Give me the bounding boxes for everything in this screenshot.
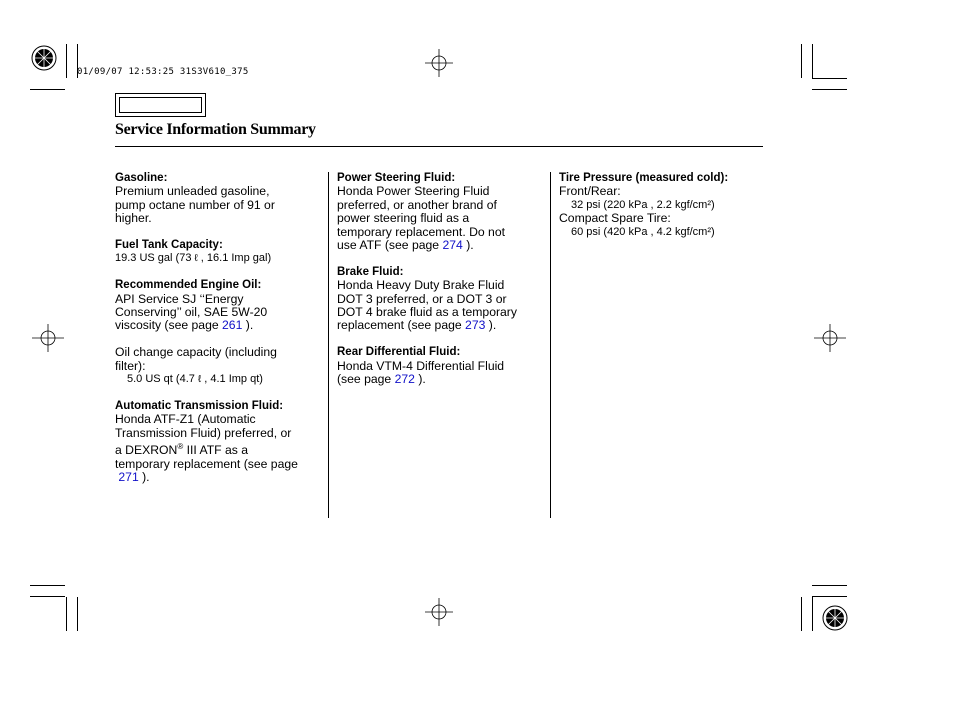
atf-heading: Automatic Transmission Fluid: [115, 399, 284, 412]
column-1 [115, 172, 323, 498]
brake-fluid-heading: Brake Fluid: [337, 265, 404, 278]
rear-differential-line [337, 373, 547, 386]
crop-mark [812, 596, 847, 597]
crop-mark [812, 44, 813, 78]
registration-mark-top-left-icon [30, 44, 58, 72]
power-steering-line: temporary replacement. Do not [337, 224, 505, 239]
atf-text: ). [138, 469, 150, 484]
print-timestamp: 01/09/07 12:53:25 31S3V610_375 [77, 67, 249, 77]
engine-oil-heading: Recommended Engine Oil: [115, 279, 262, 292]
gasoline-line: pump octane number of 91 or [115, 197, 275, 212]
gasoline-line: Premium unleaded gasoline, [115, 184, 270, 199]
atf-line [115, 440, 323, 457]
engine-oil-line: Conserving’’ oil, SAE 5W-20 [115, 305, 268, 320]
gasoline-heading: Gasoline: [115, 172, 168, 184]
oil-capacity-text: 5.0 US qt (4.7 [127, 373, 198, 386]
title-divider [115, 146, 763, 147]
oil-capacity-value [115, 373, 323, 386]
crop-mark [30, 89, 65, 90]
spare-tire-label: Compact Spare Tire: [559, 211, 671, 226]
rear-differential-section [337, 346, 547, 386]
power-steering-line: power steering fluid as a [337, 211, 470, 226]
section-tab-box [115, 93, 206, 117]
gasoline-section [115, 172, 323, 226]
power-steering-line: preferred, or another brand of [337, 197, 497, 212]
oil-capacity-section [115, 346, 323, 386]
front-rear-label: Front/Rear: [559, 184, 621, 199]
brake-fluid-text: ). [485, 318, 497, 333]
registration-mark-bottom-right-icon [821, 604, 849, 632]
crop-mark [30, 585, 65, 586]
engine-oil-text: ). [242, 318, 254, 333]
column-divider [328, 172, 329, 518]
crosshair-right-icon [814, 324, 846, 352]
oil-capacity-line: Oil change capacity (including [115, 345, 277, 360]
page-link-272[interactable]: 272 [394, 372, 415, 387]
crop-mark [801, 44, 802, 78]
tire-pressure-section [559, 172, 759, 239]
atf-section [115, 400, 323, 485]
atf-line [115, 471, 323, 484]
crosshair-bottom-icon [425, 598, 453, 626]
crop-mark [30, 596, 65, 597]
page-link-261[interactable]: 261 [222, 318, 243, 333]
engine-oil-line: API Service SJ ‘‘Energy [115, 291, 244, 306]
engine-oil-text: viscosity (see page [115, 318, 223, 333]
rear-differential-text: ). [414, 372, 426, 387]
brake-fluid-text: replacement (see page [337, 318, 466, 333]
rear-differential-line: Honda VTM-4 Differential Fluid [337, 358, 505, 373]
fuel-tank-section [115, 239, 323, 266]
column-2 [337, 172, 547, 400]
brake-fluid-line [337, 319, 547, 332]
column-divider [550, 172, 551, 518]
crop-mark [812, 78, 847, 79]
crosshair-left-icon [32, 324, 64, 352]
brake-fluid-line: DOT 4 brake fluid as a temporary [337, 305, 517, 320]
engine-oil-section [115, 279, 323, 333]
front-rear-value: 32 psi (220 kPa , 2.2 kgf/cm²) [571, 198, 715, 211]
power-steering-text: use ATF (see page [337, 238, 443, 253]
crop-mark [66, 44, 67, 78]
atf-line: Transmission Fluid) preferred, or [115, 425, 292, 440]
crop-mark [77, 597, 78, 631]
rear-differential-heading: Rear Differential Fluid: [337, 346, 461, 359]
crop-mark [812, 585, 847, 586]
crosshair-top-icon [425, 49, 453, 77]
crop-mark [812, 597, 813, 631]
fuel-tank-value-text: 19.3 US gal (73 [115, 252, 195, 265]
gasoline-line: higher. [115, 211, 152, 226]
page-link-271[interactable]: 271 [118, 469, 139, 484]
page-link-273[interactable]: 273 [465, 318, 486, 333]
tire-pressure-heading: Tire Pressure (measured cold): [559, 172, 729, 184]
brake-fluid-line: Honda Heavy Duty Brake Fluid [337, 278, 505, 293]
brake-fluid-section [337, 266, 547, 333]
oil-capacity-line: filter): [115, 358, 146, 373]
power-steering-text: ). [462, 238, 474, 253]
atf-line: temporary replacement (see page [115, 456, 298, 471]
crop-mark [812, 89, 847, 90]
atf-text: III ATF as a [183, 443, 249, 458]
power-steering-line: Honda Power Steering Fluid [337, 184, 490, 199]
liter-symbol-icon: ℓ [194, 253, 198, 265]
atf-line: Honda ATF-Z1 (Automatic [115, 412, 256, 427]
liter-symbol-icon: ℓ [197, 374, 202, 386]
power-steering-heading: Power Steering Fluid: [337, 172, 456, 184]
page-title: Service Information Summary [115, 121, 316, 138]
rear-differential-text: (see page [337, 372, 395, 387]
fuel-tank-value [115, 252, 323, 265]
spare-tire-value: 60 psi (420 kPa , 4.2 kgf/cm²) [571, 225, 715, 238]
oil-capacity-text: , 4.1 Imp qt) [201, 373, 263, 386]
brake-fluid-line: DOT 3 preferred, or a DOT 3 or [337, 291, 507, 306]
column-3 [559, 172, 759, 252]
fuel-tank-value-text: , 16.1 Imp gal) [197, 252, 272, 265]
crop-mark [66, 597, 67, 631]
engine-oil-line [115, 319, 323, 332]
crop-mark [801, 597, 802, 631]
atf-text: a DEXRON [115, 443, 178, 458]
registered-mark: ® [177, 442, 184, 452]
fuel-tank-heading: Fuel Tank Capacity: [115, 239, 223, 252]
power-steering-line [337, 239, 547, 252]
power-steering-section [337, 172, 547, 252]
page-link-274[interactable]: 274 [442, 238, 463, 253]
